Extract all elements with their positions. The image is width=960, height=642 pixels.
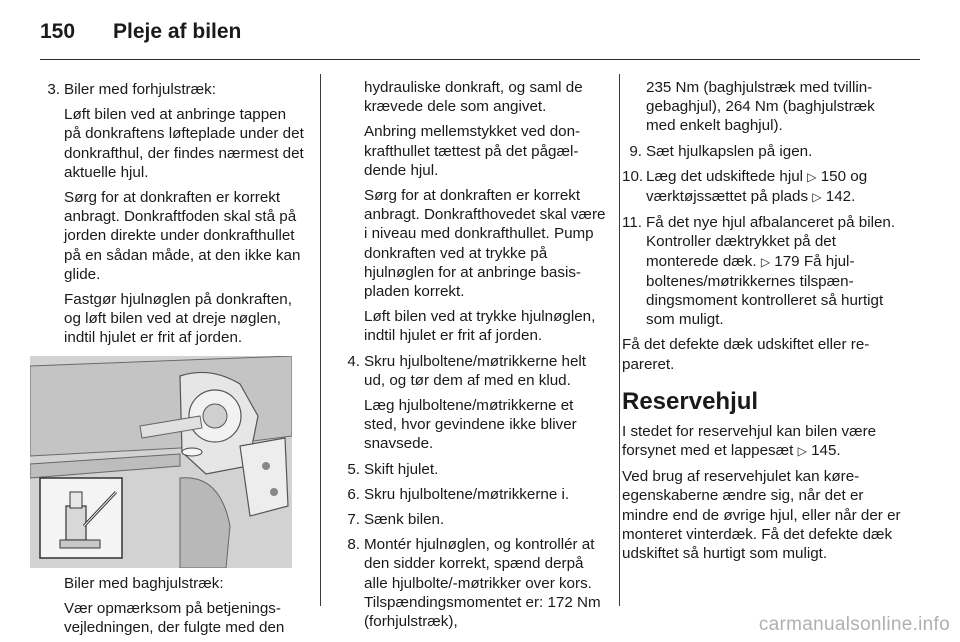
paragraph-text: I stedet for reservehjul kan bilen være forsynet med et lappesæt bbox=[622, 422, 877, 460]
paragraph: Løft bilen ved at trykke hjulnøglen, indtil hjulet er frit af jorden. bbox=[364, 308, 596, 345]
list-item-text: Montér hjulnøglen, og kontrollér at den sidder korrekt, spænd derpå alle hjulbolte/-møtrikker over kors. Tilspændingsmomentet er: 172 Nm (forhjulstræk), bbox=[364, 536, 601, 631]
paragraph-heading: Biler med baghjulstræk: bbox=[64, 574, 224, 592]
paragraph: Anbring mellemstykket ved donkrafthullet tættest på det pågældende hjul. bbox=[364, 123, 581, 179]
list-item-text: Skift hjulet. bbox=[364, 460, 439, 478]
list-item-text: Sæt hjulkapslen på igen. bbox=[646, 142, 813, 160]
paragraph: Ved brug af reservehjulet kan køreegenskaberne ændre sig, når det er mindre end de øvrige hjul, eller når der er monteret vinterdæk. Få det defekte dæk udskiftet så hurtigt som muligt. bbox=[622, 468, 901, 563]
paragraph: Læg hjulboltene/møtrikkerne et sted, hvor gevindene ikke bliver snavsede. bbox=[364, 397, 577, 453]
list-number: 4. bbox=[347, 352, 360, 370]
page-ref-link[interactable]: 145. bbox=[811, 442, 841, 460]
list-item-4 bbox=[340, 352, 608, 454]
column-2 bbox=[340, 78, 608, 631]
column-3 bbox=[622, 78, 906, 563]
list-number: 8. bbox=[347, 536, 360, 554]
list-number: 6. bbox=[347, 485, 360, 503]
page-ref-arrow-icon: ▷ bbox=[812, 190, 822, 205]
list-number: 10. bbox=[622, 167, 644, 185]
page-ref-arrow-icon: ▷ bbox=[807, 169, 817, 184]
list-item-11 bbox=[622, 213, 906, 329]
column-divider-1 bbox=[320, 74, 321, 606]
page-ref-arrow-icon: ▷ bbox=[760, 254, 771, 269]
list-number: 7. bbox=[347, 511, 360, 529]
jack-illustration bbox=[30, 356, 292, 568]
page-title: Pleje af bilen bbox=[113, 20, 242, 43]
list-item-heading: Biler med forhjulstræk: bbox=[64, 81, 216, 98]
list-number: 3. bbox=[47, 81, 60, 98]
list-item-9 bbox=[622, 142, 906, 161]
column-1 bbox=[40, 80, 306, 637]
paragraph: hydrauliske donkraft, og saml de krævede dele som angivet. bbox=[364, 79, 583, 116]
list-item-10 bbox=[622, 167, 906, 207]
list-number: 9. bbox=[629, 142, 642, 160]
page-ref-link[interactable]: 179 Få hjulboltenes/møtrikkernes tilspændingsmoment kontrolleret så hurtigt som muligt. bbox=[646, 252, 884, 329]
paragraph: 235 Nm (baghjulstræk med tvillingebaghjul), 264 Nm (baghjulstræk med enkelt baghjul). bbox=[646, 79, 875, 135]
list-item-text: Sænk bilen. bbox=[364, 511, 445, 529]
page-number: 150 bbox=[40, 20, 76, 43]
page-ref-arrow-icon: ▷ bbox=[797, 444, 807, 459]
column-divider-2 bbox=[619, 74, 620, 606]
page-header bbox=[0, 0, 960, 62]
jack-drawing bbox=[30, 356, 292, 568]
list-item-text bbox=[646, 213, 906, 329]
watermark: carmanualsonline.info bbox=[758, 614, 950, 635]
paragraph: Sørg for at donkraften er korrekt anbragt. Donkrafthovedet skal være i niveau med donkrafthullet. Pump donkraften ved at trykke på hjulnøglen for at anbringe basispladen korrekt. bbox=[364, 187, 606, 301]
list-item-text-part: Læg det udskiftede hjul bbox=[646, 167, 808, 185]
list-item-text-part: Få det nye hjul afbalanceret på bilen. Kontroller dæktrykket på det monterede dæk. bbox=[646, 214, 896, 270]
list-item-3 bbox=[40, 80, 306, 348]
paragraph: Løft bilen ved at anbringe tappen på donkraftens løfteplade under det donkrafthul, der findes nærmest det aktuelle hjul. bbox=[64, 106, 304, 181]
list-number: 11. bbox=[622, 214, 642, 232]
list-number: 5. bbox=[347, 460, 360, 478]
list-item-text: Skru hjulboltene/møtrikkerne i. bbox=[364, 485, 570, 503]
paragraph: Vær opmærksom på betjeningsvejledningen, der fulgte med den bbox=[64, 599, 285, 637]
list-item-5 bbox=[340, 460, 608, 479]
page-ref-link[interactable]: 142. bbox=[825, 188, 856, 206]
list-item-8 bbox=[340, 535, 608, 631]
section-title: Reservehjul bbox=[622, 387, 759, 415]
list-item-7 bbox=[340, 510, 608, 529]
paragraph: Fastgør hjulnøglen på donkraften, og løft bilen ved at dreje nøglen, indtil hjulet er frit af jorden. bbox=[64, 291, 292, 347]
list-item-text bbox=[646, 167, 906, 207]
header-divider bbox=[40, 59, 920, 60]
page-ref-link[interactable]: 150 og værktøjssættet på plads bbox=[646, 167, 868, 206]
paragraph bbox=[622, 422, 906, 461]
paragraph: Sørg for at donkraften er korrekt anbragt. Donkraftfoden skal stå på jorden direkte under donkrafthullet på en sådan måde, at den ikke kan glide. bbox=[64, 189, 301, 283]
list-item-text: Skru hjulboltene/møtrikkerne helt ud, og tør dem af med en klud. bbox=[364, 352, 587, 389]
list-item-6 bbox=[340, 485, 608, 504]
paragraph: Få det defekte dæk udskiftet eller repareret. bbox=[622, 336, 870, 373]
